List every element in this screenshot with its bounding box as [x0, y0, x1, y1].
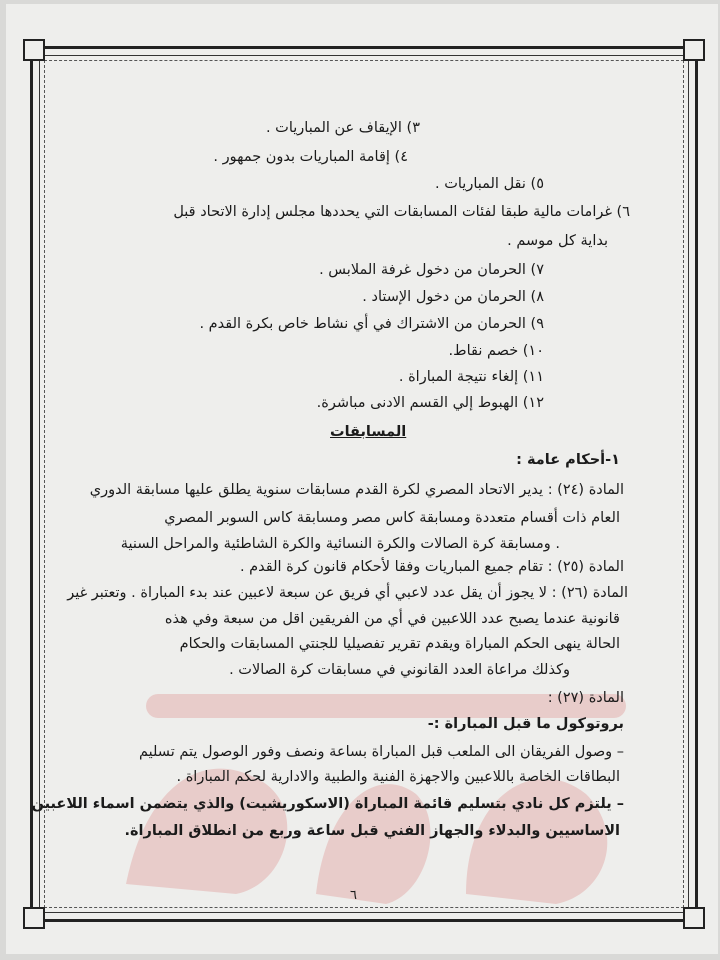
- article-24-line: المادة (٢٤) : يدير الاتحاد المصري لكرة القدم مسابقات سنوية يطلق عليها مسابقة الدوري: [89, 482, 624, 498]
- article-26-line: قانونية عندما يصبح عدد اللاعبين في أي من الفريقين اقل من سبعة وفي هذه: [164, 611, 620, 627]
- list-item-continuation: بداية كل موسم .: [507, 233, 608, 249]
- protocol-item: – وصول الفريقان الى الملعب قبل المباراة بساعة ونصف وفور الوصول يتم تسليم: [138, 744, 624, 760]
- article-26-line: المادة (٢٦) : لا يجوز أن يقل عدد لاعبي أي فريق عن سبعة لاعبين عند بدء المباراة . وتعتبر غير: [67, 585, 628, 601]
- article-26-line: وكذلك مراعاة العدد القانوني في مسابقات كرة الصالات .: [229, 662, 570, 678]
- border-corner-ornament: [23, 907, 45, 929]
- list-item: ٩) الحرمان من الاشتراك في أي نشاط خاص بكرة القدم .: [199, 316, 544, 332]
- list-item: ١١) إلغاء نتيجة المباراة .: [398, 369, 544, 385]
- protocol-item: – يلتزم كل نادي بتسليم قائمة المباراة (الاسكوريشيت) والذي يتضمن اسماء اللاعبين: [31, 796, 624, 812]
- border-corner-ornament: [683, 907, 705, 929]
- border-corner-ornament: [683, 39, 705, 61]
- list-item: ٤) إقامة المباريات بدون جمهور .: [213, 149, 408, 165]
- page-number: ٦: [350, 888, 357, 903]
- list-item: ١٢) الهبوط إلي القسم الادنى مباشرة.: [316, 395, 544, 411]
- article-26-line: الحالة ينهى الحكم المباراة ويقدم تقرير تفصيليا للجنتي المسابقات والحكام: [179, 636, 620, 652]
- list-item: ٨) الحرمان من دخول الإستاد .: [362, 289, 544, 305]
- protocol-item-continuation: البطاقات الخاصة باللاعبين والاجهزة الفنية والطبية والادارية لحكم المباراة .: [176, 769, 620, 785]
- protocol-item-continuation: الاساسيين والبدلاء والجهاز الفني قبل ساعة وربع من انطلاق المباراة.: [124, 823, 620, 839]
- border-corner-ornament: [23, 39, 45, 61]
- subsection-title: ١-أحكام عامة :: [516, 452, 620, 468]
- list-item: ١٠) خصم نقاط.: [448, 343, 544, 359]
- list-item: ٧) الحرمان من دخول غرفة الملابس .: [319, 262, 544, 278]
- article-27-label: المادة (٢٧) :: [547, 690, 624, 706]
- article-25: المادة (٢٥) : تقام جميع المباريات وفقا لأحكام قانون كرة القدم .: [239, 559, 624, 575]
- list-item: ٦) غرامات مالية طبقا لفئات المسابقات التي يحددها مجلس إدارة الاتحاد قبل: [173, 204, 630, 220]
- list-item: ٣) الإيقاف عن المباريات .: [265, 120, 420, 136]
- section-title: المسابقات: [330, 424, 407, 440]
- protocol-title: بروتوكول ما قبل المباراة :-: [427, 716, 624, 732]
- article-24-line: . ومسابقة كرة الصالات والكرة النسائية والكرة الشاطئية والمراحل السنية: [120, 536, 560, 552]
- article-24-line: العام ذات أقسام متعددة ومسابقة كاس مصر ومسابقة كاس السوبر المصري: [164, 510, 620, 526]
- list-item: ٥) نقل المباريات .: [435, 176, 544, 192]
